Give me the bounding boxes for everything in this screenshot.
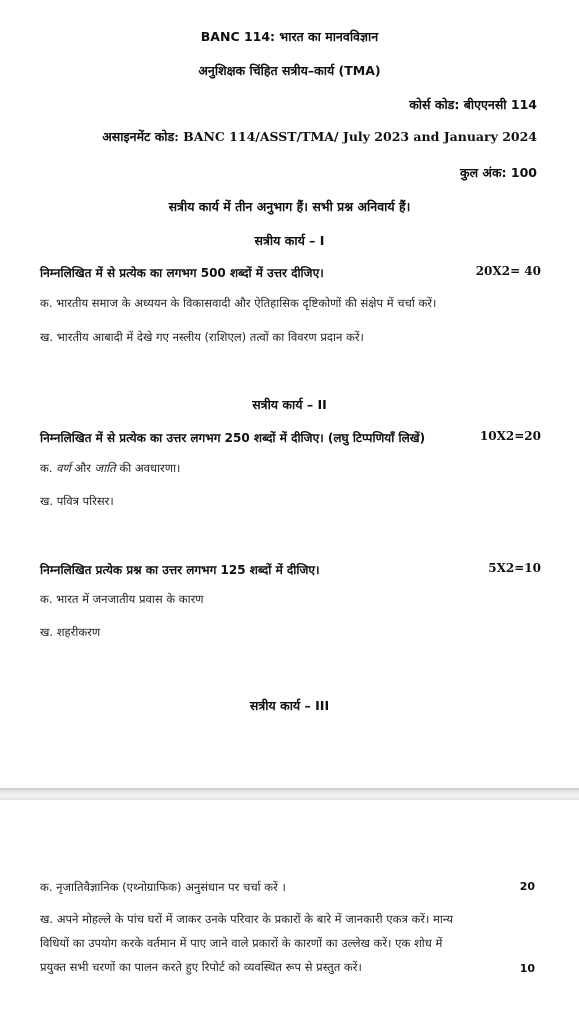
section-3-question-b-line-2: विधियों का उपयोग करके वर्तमान में पाए जाने वाले प्रकारों के कारणों का उल्लेख करें। एक शोध में [40, 936, 443, 950]
section-2-marks-b: 5X2=10 [488, 561, 541, 575]
section-2-question-a [40, 461, 180, 476]
section-1-question-b: ख. भारतीय आबादी में देखे गए नस्लीय (राशिएल) तत्वों का विवरण प्रदान करें। [40, 330, 364, 344]
section-3-title: सत्रीय कार्य – III [249, 698, 330, 713]
section-3-question-b-marks: 10 [519, 962, 535, 975]
section-1-marks: 20X2= 40 [475, 264, 541, 278]
section-2-instruction: निम्नलिखित में से प्रत्येक का उत्तर लगभग 250 शब्दों में दीजिए। (लघु टिप्पणियाँ लिखें) [40, 431, 426, 445]
section-2-question-d: ख. शहरीकरण [40, 625, 101, 639]
course-title: BANC 114: भारत का मानवविज्ञान [200, 29, 379, 44]
section-3-question-a-marks: 20 [519, 880, 535, 893]
term-jati: जाति [94, 461, 116, 475]
question-prefix: क. [40, 461, 53, 475]
instructions: सत्रीय कार्य में तीन अनुभाग हैं। सभी प्रश्न अनिवार्य हैं। [168, 199, 411, 214]
section-1-title: सत्रीय कार्य – I [254, 233, 325, 248]
section-2-question-b: ख. पवित्र परिसर। [40, 494, 114, 508]
term-varna: वर्ण [56, 461, 71, 475]
section-2-title: सत्रीय कार्य – II [252, 397, 327, 412]
section-1-question-a: क. भारतीय समाज के अध्ययन के विकासवादी और ऐतिहासिक दृष्टिकोणों की संक्षेप में चर्चा करें। [40, 296, 437, 310]
section-3-question-b-line-3: प्रयुक्त सभी चरणों का पालन करते हुए रिपोर्ट को व्यवस्थित रूप से प्रस्तुत करें। [40, 960, 362, 974]
document-page-2 [0, 800, 579, 1024]
page-separator [0, 788, 579, 800]
section-2-question-c: क. भारत में जनजातीय प्रवास के कारण [40, 592, 204, 606]
section-3-question-b-line-1: ख. अपने मोहल्ले के पांच घरों में जाकर उनके परिवार के प्रकारों के बारे में जानकारी एकत्र करें। मान्य [40, 912, 453, 926]
conjunction: और [74, 461, 91, 475]
section-2-instruction-b: निम्नलिखित प्रत्येक प्रश्न का उत्तर लगभग 125 शब्दों में दीजिए। [40, 563, 320, 577]
section-2-marks: 10X2=20 [479, 429, 541, 443]
course-code: कोर्स कोड: बीएएनसी 114 [409, 97, 537, 112]
total-marks: कुल अंक: 100 [459, 165, 537, 180]
tma-title: अनुशिक्षक चिंहित सत्रीय–कार्य (TMA) [198, 63, 381, 78]
section-3-question-a: क. नृजातिवैज्ञानिक (एथ्नोग्राफिक) अनुसंधान पर चर्चा करें । [40, 880, 286, 894]
section-1-instruction: निम्नलिखित में से प्रत्येक का लगभग 500 शब्दों में उत्तर दीजिए। [40, 266, 324, 280]
question-suffix: की अवधारणा। [119, 461, 181, 475]
assignment-code: असाइनमेंट कोड: BANC 114/ASST/TMA/ July 2023 and January 2024 [102, 129, 537, 144]
